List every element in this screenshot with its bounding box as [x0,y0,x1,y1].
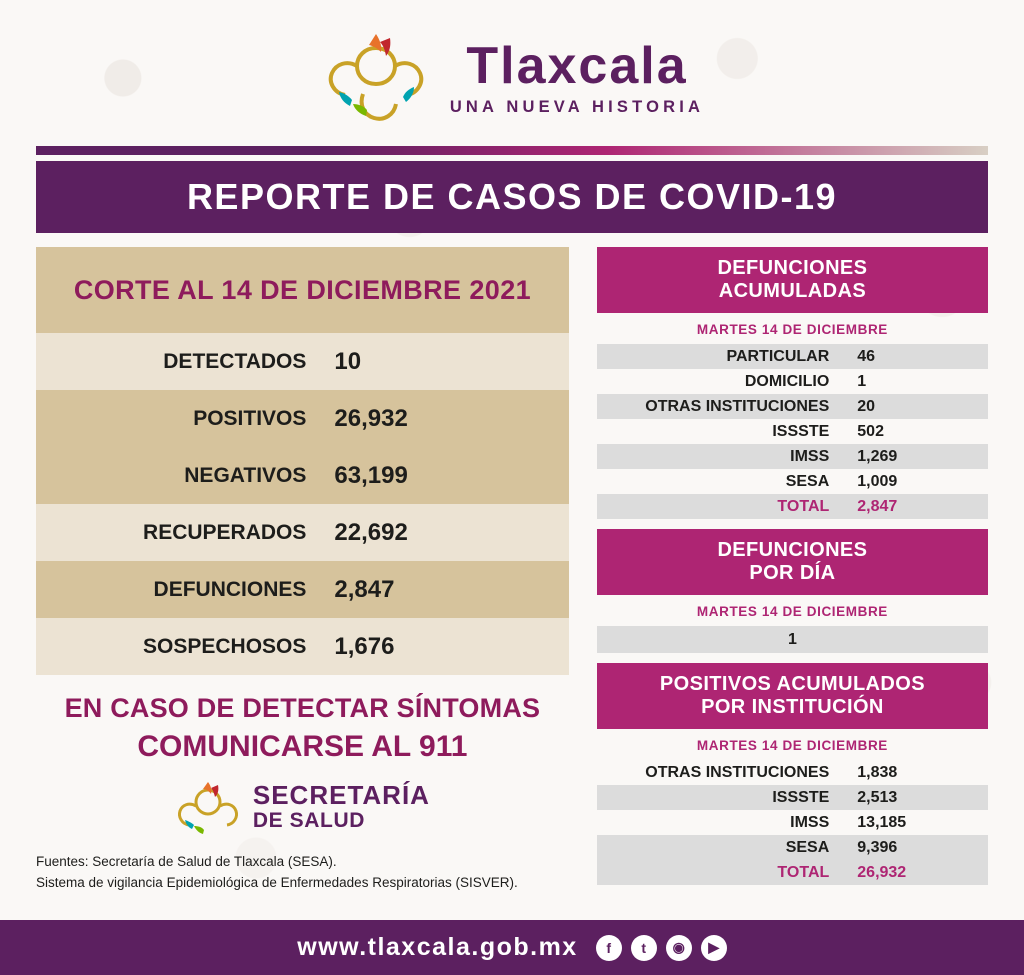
table-row [597,369,988,394]
panel-defunciones-acumuladas [597,247,988,519]
row-value: 1,269 [857,447,898,465]
secretaria-de-salud-logo [36,776,569,838]
row-value: 1,676 [334,632,395,660]
table-row [36,561,569,618]
main-content [36,247,988,894]
row-value: 13,185 [857,813,907,831]
row-value: 2,847 [334,575,395,603]
row-label: IMSS [790,447,830,465]
row-label: DEFUNCIONES [153,577,307,601]
panel-title-line-2: POR DÍA [749,562,836,584]
youtube-icon[interactable]: ▶ [701,935,727,961]
table-row [36,618,569,675]
table-row [597,760,988,785]
brand-header [0,0,1024,128]
row-label: RECUPERADOS [143,520,307,544]
panel-date: MARTES 14 DE DICIEMBRE [696,322,888,337]
source-line-2: Sistema de vigilancia Epidemiológica de Enfermedades Respiratorias (SISVER). [36,874,518,890]
panel-header [597,529,988,595]
page-title: REPORTE DE CASOS DE COVID-19 [186,176,838,217]
summary-column [36,247,569,894]
table-row [597,835,988,860]
row-value: 1 [857,372,867,390]
sources-note [36,852,569,894]
table-row-total [597,860,988,885]
corte-title: CORTE AL 14 DE DICIEMBRE 2021 [73,274,532,305]
table-row [36,504,569,561]
facebook-icon[interactable]: f [596,935,622,961]
instagram-icon[interactable]: ◉ [666,935,692,961]
row-value: 2,847 [857,497,898,515]
spacer [597,653,988,663]
callout-line-2: COMUNICARSE AL 911 [137,730,468,763]
row-value: 26,932 [334,404,408,432]
row-label: OTRAS INSTITUCIONES [645,763,830,781]
salud-flower-icon [175,776,241,838]
panel-date: MARTES 14 DE DICIEMBRE [696,604,888,619]
table-row [597,419,988,444]
row-label: SESA [785,472,830,490]
table-row [597,344,988,369]
details-column [597,247,988,894]
row-label: ISSSTE [772,422,830,440]
row-label: IMSS [790,813,830,831]
table-row [597,394,988,419]
gradient-divider [36,146,988,155]
twitter-icon[interactable]: t [631,935,657,961]
row-value: 10 [334,347,362,375]
row-label: PARTICULAR [726,347,830,365]
panel-title-line-1: DEFUNCIONES [717,257,868,279]
row-label: POSITIVOS [193,406,307,430]
row-label: SESA [785,838,830,856]
callout-line-1: EN CASO DE DETECTAR SÍNTOMAS [64,693,541,723]
row-label: OTRAS INSTITUCIONES [645,397,830,415]
table-row-total [597,494,988,519]
social-links [596,935,727,961]
secretaria-line-2: DE SALUD [252,808,366,832]
panel-title-line-2: ACUMULADAS [718,280,867,302]
corte-header [36,247,569,333]
row-value: 63,199 [334,461,408,489]
emergency-callout [36,693,569,764]
panel-title-line-2: POR INSTITUCIÓN [701,696,884,718]
spacer [597,519,988,529]
panel-header [597,247,988,313]
row-label: DOMICILIO [744,372,830,390]
footer-bar [0,920,1024,975]
panel-title-line-1: DEFUNCIONES [717,539,868,561]
row-label: SOSPECHOSOS [143,634,307,658]
row-value: 1,009 [857,472,898,490]
source-line-1: Fuentes: Secretaría de Salud de Tlaxcala (SESA). [36,854,337,869]
panel-header [597,663,988,729]
report-title-band [36,161,988,233]
panel-defunciones-por-dia [597,529,988,653]
row-value: 9,396 [857,838,898,856]
daily-deaths-value: 1 [597,626,988,653]
row-label: TOTAL [777,497,830,515]
row-label: DETECTADOS [163,349,307,373]
table-row [597,810,988,835]
row-value: 20 [857,397,876,415]
secretaria-line-1: SECRETARÍA [252,780,430,811]
row-value: 46 [857,347,876,365]
table-row [597,444,988,469]
brand-tagline: UNA NUEVA HISTORIA [449,97,705,116]
table-row [597,785,988,810]
row-value: 1,838 [857,763,898,781]
row-value: 502 [857,422,884,440]
row-label: ISSSTE [772,788,830,806]
website-url[interactable]: www.tlaxcala.gob.mx [297,933,578,961]
table-row [597,469,988,494]
row-value: 22,692 [334,518,408,546]
panel-positivos-acumulados [597,663,988,885]
table-row [36,333,569,390]
panel-date: MARTES 14 DE DICIEMBRE [696,738,888,753]
row-label: NEGATIVOS [184,463,307,487]
table-row [36,390,569,447]
row-value: 26,932 [857,863,907,881]
row-label: TOTAL [777,863,830,881]
table-row [36,447,569,504]
row-value: 2,513 [857,788,898,806]
brand-title: Tlaxcala [466,36,688,95]
tlaxcala-flower-logo-icon [320,24,432,128]
panel-title-line-1: POSITIVOS ACUMULADOS [659,673,925,695]
